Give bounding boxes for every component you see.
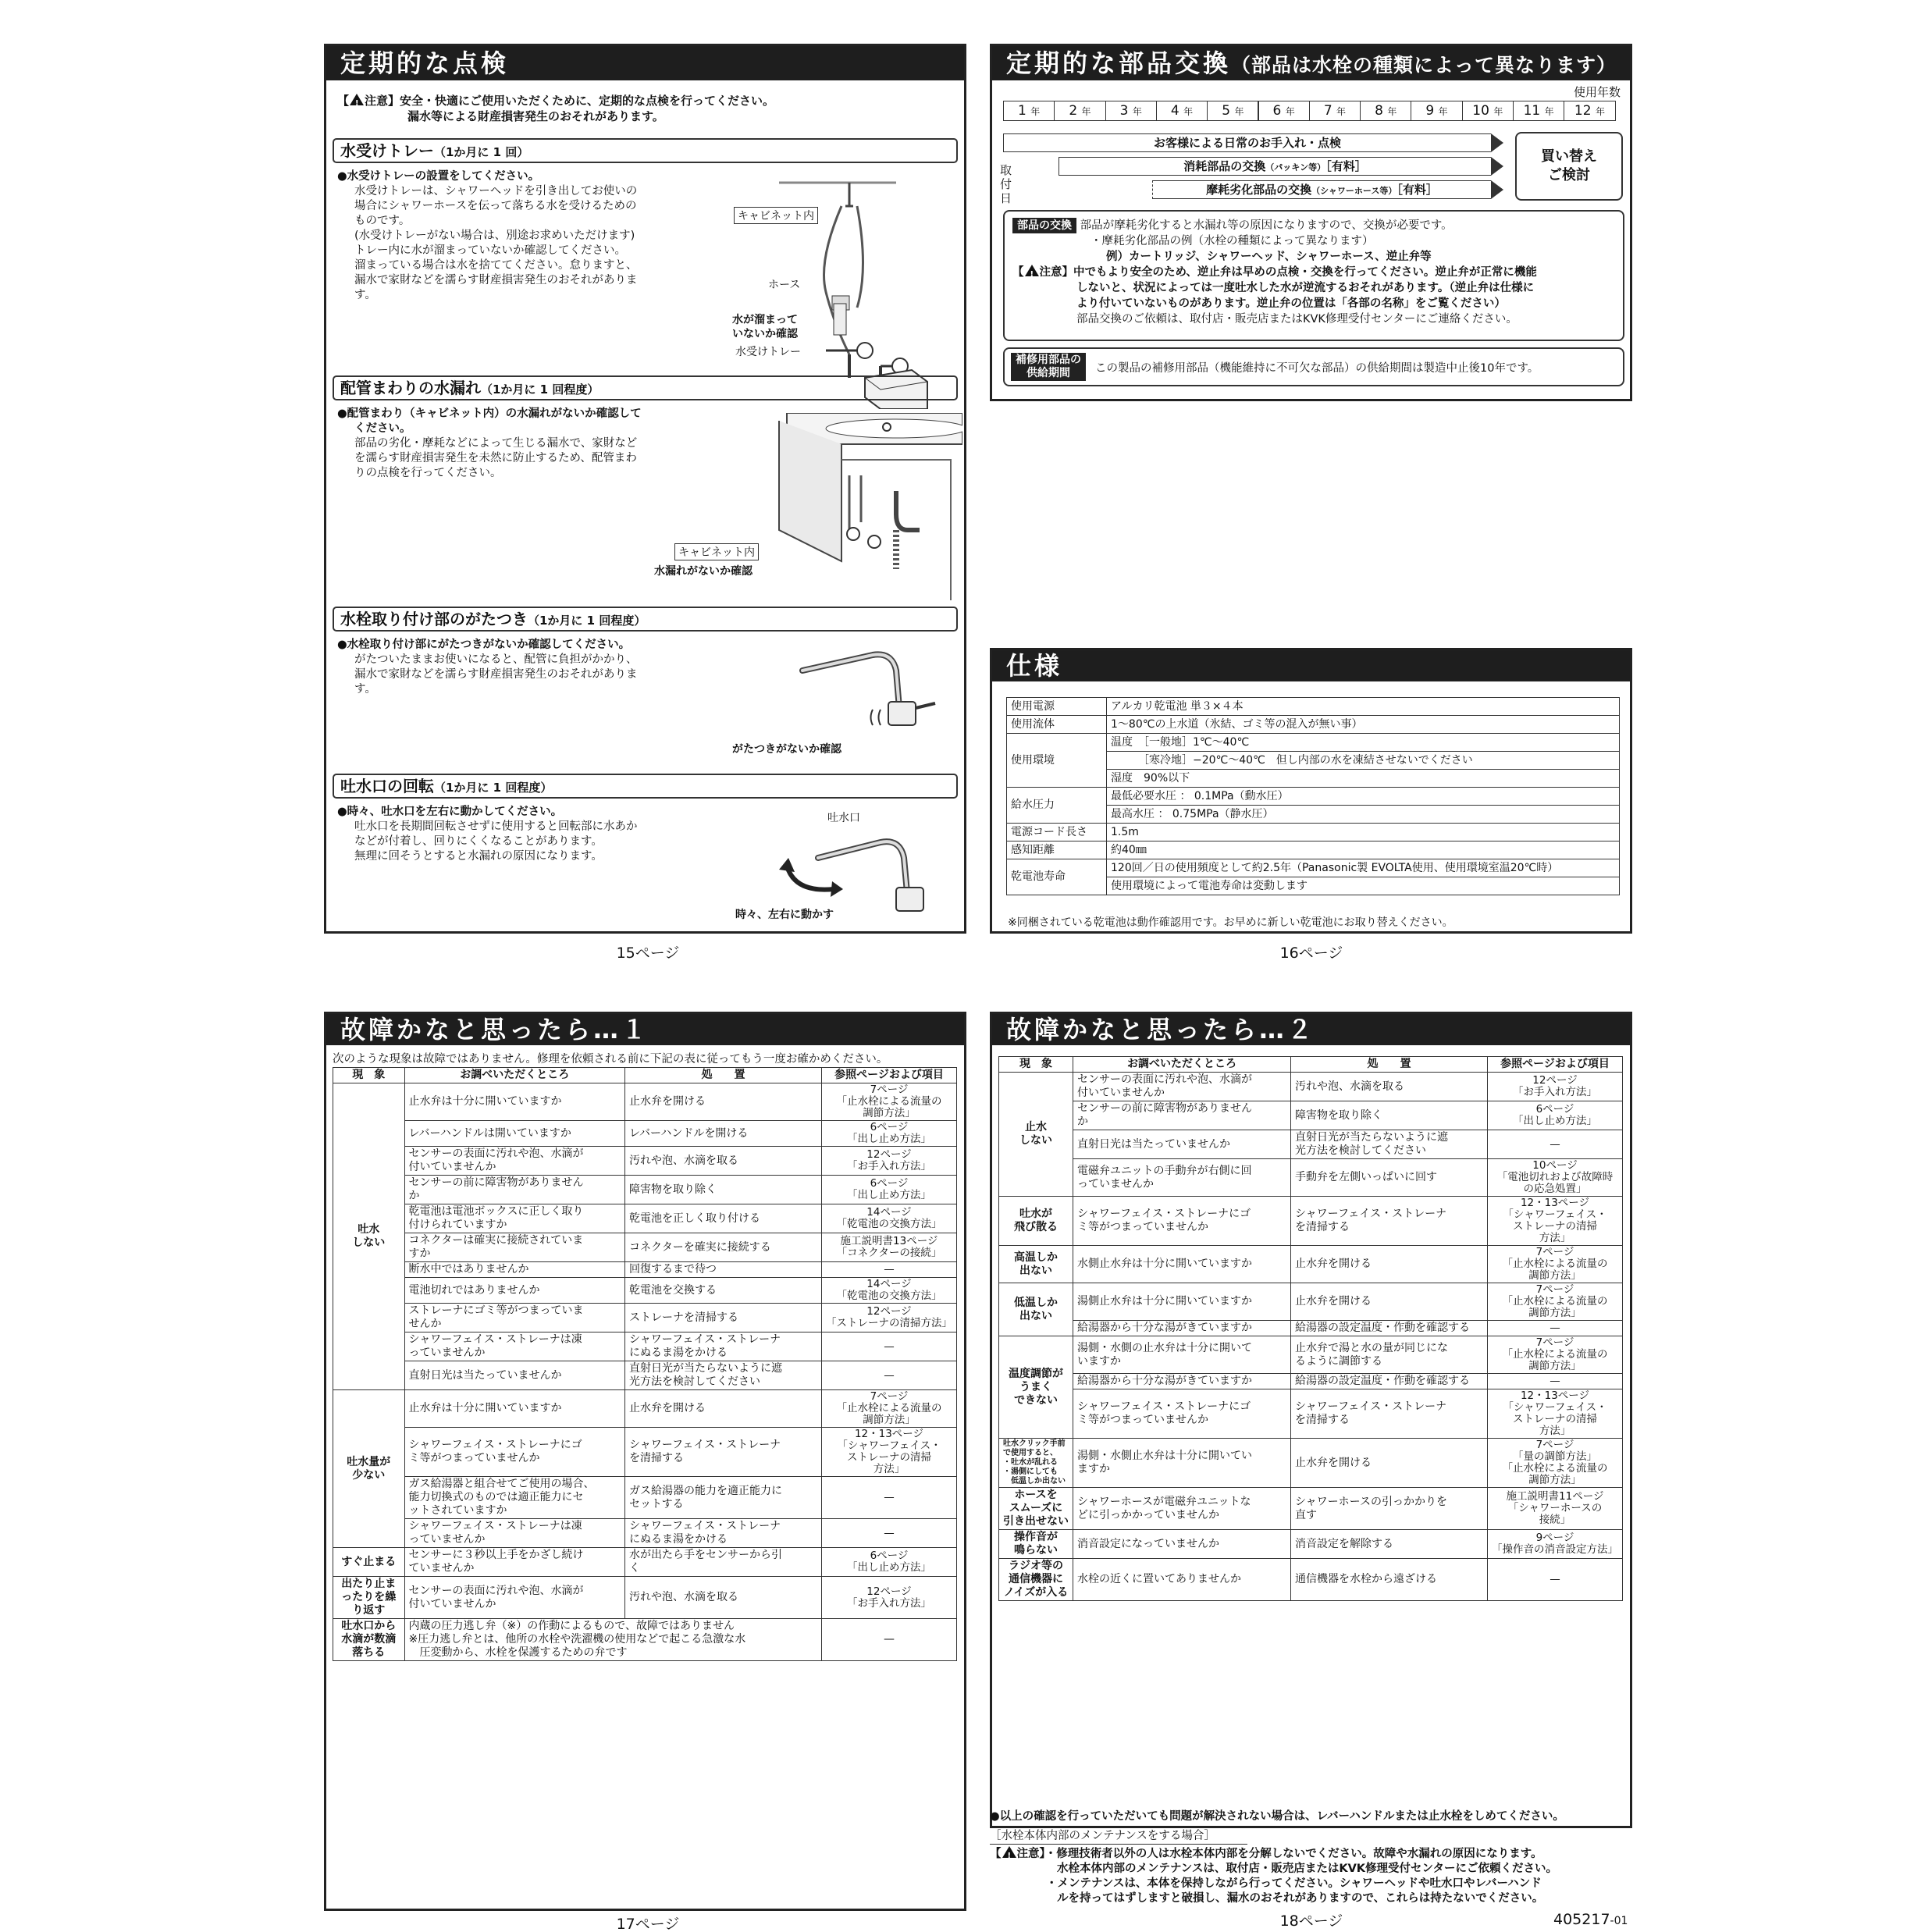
check-cell: 湯側止水弁は十分に開いていますか — [1073, 1283, 1291, 1321]
action-cell: 止水弁を開ける — [1290, 1439, 1487, 1488]
years-label: 使用年数 — [1573, 85, 1621, 99]
phenomenon-cell: 出たり止ま ったりを繰 り返す — [333, 1577, 405, 1619]
check-cell: センサーの前に障害物がありません か — [404, 1176, 624, 1204]
page-number-16: 16ページ — [1279, 945, 1343, 962]
column-header: 参照ページおよび項目 — [821, 1068, 956, 1083]
reference-cell: 9ページ 「操作音の消音設定方法」 — [1487, 1530, 1622, 1559]
action-cell: シャワーフェイス・ストレーナ を清掃する — [1290, 1197, 1487, 1246]
action-cell: 乾電池を正しく取り付ける — [625, 1204, 822, 1233]
table-row — [999, 1246, 1623, 1283]
table-row — [999, 1374, 1623, 1389]
spec-value: 最低必要水圧 ： 0.1MPa（動水圧） — [1107, 788, 1620, 806]
check-cell: 止水弁は十分に開いていますか — [404, 1390, 624, 1428]
table-row — [999, 1073, 1623, 1101]
column-header: 処 置 — [1290, 1057, 1487, 1073]
table-row — [333, 1548, 957, 1577]
action-cell: 給湯器の設定温度・作動を確認する — [1290, 1374, 1487, 1389]
action-cell: 汚れや泡、水滴を取る — [625, 1577, 822, 1619]
check-cell: シャワーフェイス・ストレーナにゴ ミ等がつまっていませんか — [1073, 1389, 1291, 1439]
spec-key: 乾電池寿命 — [1007, 859, 1107, 895]
spec-value: 湿度 90%以下 — [1107, 770, 1620, 788]
page-17-panel — [324, 1012, 966, 1911]
water-check-label: 水が溜まって いないか確認 — [732, 314, 798, 340]
check-cell: 湯側・水側止水弁は十分に開いてい ますか — [1073, 1439, 1291, 1488]
spec-value: 1.5m — [1107, 824, 1620, 841]
reference-cell: 6ページ 「出し止め方法」 — [821, 1121, 956, 1147]
reference-cell: 14ページ 「乾電池の交換方法」 — [821, 1278, 956, 1304]
action-cell: 水が出たら手をセンサーから引 く — [625, 1548, 822, 1577]
phenomenon-cell: 吐水 しない — [333, 1083, 405, 1390]
column-header: 処 置 — [625, 1068, 822, 1083]
year-cell: 8 年 — [1360, 101, 1411, 121]
table-row — [333, 1083, 957, 1121]
year-cell: 2 年 — [1054, 101, 1105, 121]
spec-value: 温度 ［一般地］1℃～40℃ — [1107, 734, 1620, 752]
spec-row — [1007, 698, 1620, 716]
column-header: お調べいただくところ — [404, 1068, 624, 1083]
section-pipe-leak: 配管まわりの水漏れ（1か月に 1 回程度） — [333, 375, 958, 400]
action-cell: 通信機器を水栓から遠ざける — [1290, 1559, 1487, 1601]
parts-exchange-box: 部品の交換 部品が摩耗劣化すると水漏れ等の原因になりますので、交換が必要です。 ・摩耗劣化部品の例（水栓の種類によって異なります） 例）カートリッジ、シャワーヘッド、シャワーホース、逆止弁等 【! 注意】中でもより安全のため、逆止弁は早めの点検・交換を行ってください。逆止弁が正常に機能 しないと、状況によっては一度吐水した水が逆流するおそれがあります。（逆止弁は仕様に より付いていないものがあります。逆止弁の位置は「各部の名称」をご覧ください） 部品交換のご依頼は、取付店・販売店またはKVK修理受付センターにご連絡ください。 — [1003, 210, 1624, 341]
action-cell: 消音設定を解除する — [1290, 1530, 1487, 1559]
table-row — [333, 1262, 957, 1278]
reference-cell: — — [821, 1262, 956, 1278]
table-row — [999, 1336, 1623, 1374]
section-water-tray: 水受けトレー（1か月に 1 回） — [333, 138, 958, 163]
table-row — [999, 1559, 1623, 1601]
faucet-wobble-illustration — [795, 647, 959, 733]
check-cell: 乾電池は電池ボックスに正しく取り 付けられていますか — [404, 1204, 624, 1233]
tray-label: 水受けトレー — [735, 346, 801, 358]
page-number-18: 18ページ — [1279, 1912, 1343, 1930]
reference-cell: 12ページ 「ストレーナの清掃方法」 — [821, 1304, 956, 1332]
spec-note: ※同梱されている乾電池は動作確認用です。お早めに新しい乾電池にお取り替えください。 — [1008, 916, 1453, 929]
reference-cell: 7ページ 「止水栓による流量の 調節方法」 — [821, 1390, 956, 1428]
leak-check-label: 水漏れがないか確認 — [654, 565, 753, 578]
warning-icon — [1002, 1846, 1016, 1858]
column-header: 現 象 — [333, 1068, 405, 1083]
action-cell: 止水弁を開ける — [625, 1390, 822, 1428]
supply-tag: 補修用部品の 供給期間 — [1011, 353, 1086, 381]
wobble-check-label: がたつきがないか確認 — [732, 743, 841, 756]
reference-cell: 施工説明書11ページ 「シャワーホースの 接続」 — [1487, 1488, 1622, 1530]
spec-value: アルカリ乾電池 単３×４本 — [1107, 698, 1620, 716]
section-water-tray-body: ●水受けトレーの設置をしてください。 水受けトレーは、シャワーヘッドを引き出してお使いの 場合にシャワーホースを伝って落ちる水を受けるための ものです。 (水受けトレーがない場合は、別途お求めいただけます) トレー内に水が溜まっていないか確認してください。 溜まっている場合は水を捨ててください。怠りますと、 漏水で家財などを濡らす財産損害発生のおそれがありま す。 — [337, 170, 638, 301]
reference-cell: 10ページ 「電池切れおよび故障時 の応急処置」 — [1487, 1159, 1622, 1197]
reference-cell: 6ページ 「出し止め方法」 — [821, 1548, 956, 1577]
year-cell: 11 年 — [1513, 101, 1564, 121]
spec-value: 使用環境によって電池寿命は変動します — [1107, 877, 1620, 895]
table-row — [333, 1577, 957, 1619]
reference-cell: 12・13ページ 「シャワーフェイス・ ストレーナの清掃 方法」 — [1487, 1389, 1622, 1439]
spec-row — [1007, 859, 1620, 877]
reference-cell: 7ページ 「止水栓による流量の 調節方法」 — [1487, 1283, 1622, 1321]
phenomenon-cell: 吐水口から 水滴が数滴 落ちる — [333, 1619, 405, 1661]
action-cell: ガス給湯器の能力を適正能力に セットする — [625, 1477, 822, 1519]
table-row — [999, 1197, 1623, 1246]
phenomenon-cell: 吐水クリック手前 で使用すると、 ・吐水が乱れる ・湯側にしても 低温しか出ない — [999, 1439, 1073, 1488]
replacement-box: 買い替え ご検討 — [1515, 132, 1623, 201]
reference-cell: 7ページ 「止水栓による流量の 調節方法」 — [1487, 1336, 1622, 1374]
reference-cell: 12ページ 「お手入れ方法」 — [821, 1577, 956, 1619]
consumable-arrow: 消耗部品の交換（パッキン等）［有料］ — [1059, 157, 1491, 176]
action-cell: 手動弁を左側いっぱいに回す — [1290, 1159, 1487, 1197]
action-cell: 回復するまで待つ — [625, 1262, 822, 1278]
spout-rotation-illustration — [771, 827, 959, 913]
table-row — [333, 1428, 957, 1477]
daily-care-arrow: お客様による日常のお手入れ・点検 — [1003, 133, 1491, 152]
reference-cell: — — [1487, 1559, 1622, 1601]
spec-key: 使用流体 — [1007, 716, 1107, 734]
action-cell: シャワーフェイス・ストレーナ にぬるま湯をかける — [625, 1332, 822, 1361]
check-cell: シャワーフェイス・ストレーナにゴ ミ等がつまっていませんか — [404, 1428, 624, 1477]
column-header: 現 象 — [999, 1057, 1073, 1073]
check-cell: 水側止水弁は十分に開いていますか — [1073, 1246, 1291, 1283]
phenomenon-cell: 止水 しない — [999, 1073, 1073, 1197]
table-row — [999, 1283, 1623, 1321]
table-row — [999, 1101, 1623, 1130]
reference-cell: 14ページ 「乾電池の交換方法」 — [821, 1204, 956, 1233]
table-row — [333, 1147, 957, 1176]
year-cell: 9 年 — [1411, 101, 1462, 121]
spec-table — [1006, 697, 1620, 895]
table-row — [333, 1332, 957, 1361]
section-faucet-wobble-body: ●水栓取り付け部にがたつきがないか確認してください。 がたついたままお使いになると、配管に負担がかかり、 漏水で家財などを濡らす財産損害発生のおそれがありま す。 — [337, 639, 638, 696]
table-row — [999, 1488, 1623, 1530]
p18-footer: ●以上の確認を行っていただいても問題が解決されない場合は、レバーハンドルまたは止水栓をしめてください。 ［水栓本体内部のメンテナンスをする場合］ 【! 注意】・修理技術者以外の人は水栓本体内部を分解しないでください。故障や水漏れの原因になります。 水栓本体内部のメンテナンスは、取付店・販売店またはKVK修理受付センターにご依頼ください。 ・メンテナンスは、本体を保持しながら行ってください。シャワーヘッドや吐水口やレバーハンド ルを持ってはずしますと破損し、漏水のおそれがありますので、これらは持たないでください。 — [990, 1809, 1638, 1906]
spec-key: 感知距離 — [1007, 841, 1107, 859]
check-cell: 水栓の近くに置いてありませんか — [1073, 1559, 1291, 1601]
section-faucet-wobble: 水栓取り付け部のがたつき（1か月に 1 回程度） — [333, 607, 958, 632]
action-cell: シャワーフェイス・ストレーナ を清掃する — [1290, 1389, 1487, 1439]
reference-cell: — — [821, 1332, 956, 1361]
warning-icon — [350, 94, 364, 105]
supply-period-box: 補修用部品の 供給期間 この製品の補修用部品（機能維持に不可欠な部品）の供給期間は製造中止後10年です。 — [1003, 347, 1624, 386]
check-cell: レバーハンドルは開いていますか — [404, 1121, 624, 1147]
check-cell: ストレーナにゴミ等がつまっていま せんか — [404, 1304, 624, 1332]
spec-row — [1007, 788, 1620, 806]
page-16-spec-panel — [990, 648, 1632, 934]
p17-intro: 次のような現象は故障ではありません。修理を依頼される前に下記の表に従ってもう一度お確かめください。 — [333, 1053, 888, 1066]
phenomenon-cell: 温度調節が うまく できない — [999, 1336, 1073, 1439]
check-cell: センサーの表面に汚れや泡、水滴が 付いていませんか — [1073, 1073, 1291, 1101]
table-row — [999, 1321, 1623, 1336]
reference-cell: 7ページ 「止水栓による流量の 調節方法」 — [821, 1083, 956, 1121]
table-row — [333, 1176, 957, 1204]
reference-cell: — — [821, 1519, 956, 1548]
check-cell: 止水弁は十分に開いていますか — [404, 1083, 624, 1121]
year-cell: 5 年 — [1207, 101, 1258, 121]
phenomenon-cell: 操作音が 鳴らない — [999, 1530, 1073, 1559]
page-18-title: 故障かなと思ったら…２ — [992, 1014, 1630, 1045]
section-spout-rotation: 吐水口の回転（1か月に 1 回程度） — [333, 774, 958, 799]
table-row — [333, 1519, 957, 1548]
action-cell: 給湯器の設定温度・作動を確認する — [1290, 1321, 1487, 1336]
table-row — [333, 1304, 957, 1332]
page-16-parts-panel — [990, 44, 1632, 401]
spec-row — [1007, 716, 1620, 734]
action-cell: 障害物を取り除く — [625, 1176, 822, 1204]
check-cell: シャワーフェイス・ストレーナは凍 っていませんか — [404, 1332, 624, 1361]
table-row — [333, 1361, 957, 1390]
year-cell: 1 年 — [1003, 101, 1055, 121]
reference-cell: — — [1487, 1321, 1622, 1336]
check-cell: 消音設定になっていませんか — [1073, 1530, 1291, 1559]
reference-cell: — — [1487, 1374, 1622, 1389]
spout-label: 吐水口 — [827, 812, 860, 824]
spec-key: 給水圧力 — [1007, 788, 1107, 824]
troubleshoot-table-2 — [998, 1056, 1623, 1601]
phenomenon-cell: 高温しか 出ない — [999, 1246, 1073, 1283]
check-cell: 電池切れではありませんか — [404, 1278, 624, 1304]
check-cell: ガス給湯器と組合せてご使用の場合、 能力切換式のものでは適正能力にセ ットされていますか — [404, 1477, 624, 1519]
table-row — [333, 1233, 957, 1262]
table-row — [999, 1530, 1623, 1559]
reference-cell: — — [821, 1619, 956, 1661]
reference-cell: — — [821, 1361, 956, 1390]
hose-label: ホース — [768, 279, 801, 291]
page-18-panel — [990, 1012, 1632, 1828]
page-15-title: 定期的な点検 — [326, 46, 964, 80]
spec-row — [1007, 734, 1620, 752]
parts-exchange-title: 定期的な部品交換（部品は水栓の種類によって異なります） — [992, 46, 1630, 80]
action-cell: 汚れや泡、水滴を取る — [625, 1147, 822, 1176]
spec-row — [1007, 824, 1620, 841]
action-cell: 止水弁を開ける — [1290, 1283, 1487, 1321]
check-cell: 電磁弁ユニットの手動弁が右側に回 っていませんか — [1073, 1159, 1291, 1197]
section-spout-rotation-body: ●時々、吐水口を左右に動かしてください。 吐水口を長期間回転させずに使用すると回転部に水あか などが付着し、回りにくくなることがあります。 無理に回そうとすると水漏れの原因になります。 — [337, 806, 638, 863]
column-header: 参照ページおよび項目 — [1487, 1057, 1622, 1073]
phenomenon-cell: 吐水量が 少ない — [333, 1390, 405, 1548]
check-cell: 給湯器から十分な湯がきていますか — [1073, 1374, 1291, 1389]
phenomenon-cell: ラジオ等の 通信機器に ノイズが入る — [999, 1559, 1073, 1601]
wear-parts-arrow: 摩耗劣化部品の交換（シャワーホース等）［有料］ — [1152, 180, 1491, 199]
action-cell: 乾電池を交換する — [625, 1278, 822, 1304]
table-row — [333, 1477, 957, 1519]
table-row — [333, 1121, 957, 1147]
section-pipe-leak-body: ●配管まわり（キャビネット内）の水漏れがないか確認して ください。 部品の劣化・摩耗などによって生じる漏水で、家財など を濡らす財産損害発生を未然に防止するため、配管まわ りの点検を行ってください。 — [337, 407, 642, 479]
table-row — [999, 1159, 1623, 1197]
action-cell: 止水弁を開ける — [625, 1083, 822, 1121]
spec-value: 120回／日の使用頻度として約2.5年（Panasonic製 EVOLTA使用、使用環境室温20℃時） — [1107, 859, 1620, 877]
check-cell: 湯側・水側の止水弁は十分に開いて いますか — [1073, 1336, 1291, 1374]
check-cell: 断水中ではありませんか — [404, 1262, 624, 1278]
action-cell: コネクターを確実に接続する — [625, 1233, 822, 1262]
reference-cell: 7ページ 「止水栓による流量の 調節方法」 — [1487, 1246, 1622, 1283]
spec-title: 仕様 — [992, 650, 1630, 681]
check-cell: シャワーフェイス・ストレーナにゴ ミ等がつまっていませんか — [1073, 1197, 1291, 1246]
table-row — [333, 1204, 957, 1233]
check-cell: 給湯器から十分な湯がきていますか — [1073, 1321, 1291, 1336]
table-row — [999, 1389, 1623, 1439]
cabinet-label-2: キャビネット内 — [674, 543, 759, 560]
spec-value: 約40㎜ — [1107, 841, 1620, 859]
reference-cell: 12ページ 「お手入れ方法」 — [1487, 1073, 1622, 1101]
check-cell: センサーの表面に汚れや泡、水滴が 付いていませんか — [404, 1577, 624, 1619]
action-cell: 止水弁で湯と水の量が同じにな るように調節する — [1290, 1336, 1487, 1374]
table-row — [999, 1439, 1623, 1488]
check-cell: コネクターは確実に接続されていま すか — [404, 1233, 624, 1262]
action-cell: 汚れや泡、水滴を取る — [1290, 1073, 1487, 1101]
action-cell: レバーハンドルを開ける — [625, 1121, 822, 1147]
reference-cell: 6ページ 「出し止め方法」 — [821, 1176, 956, 1204]
reference-cell: 12・13ページ 「シャワーフェイス・ ストレーナの清掃 方法」 — [821, 1428, 956, 1477]
phenomenon-cell: 吐水が 飛び散る — [999, 1197, 1073, 1246]
reference-cell: 12ページ 「お手入れ方法」 — [821, 1147, 956, 1176]
water-tray-illustration — [732, 167, 966, 409]
document-number: 405217-01 — [1553, 1911, 1628, 1928]
spec-row — [1007, 841, 1620, 859]
check-cell: センサーの表面に汚れや泡、水滴が 付いていませんか — [404, 1147, 624, 1176]
reference-cell: 施工説明書13ページ 「コネクターの接続」 — [821, 1233, 956, 1262]
spec-value: ［寒冷地］−20℃～40℃ 但し内部の水を凍結させないでください — [1107, 752, 1620, 770]
reference-cell: — — [821, 1477, 956, 1519]
action-cell: 直射日光が当たらないように遮 光方法を検討してください — [1290, 1130, 1487, 1159]
page-number-15: 15ページ — [616, 945, 680, 962]
p15-caution: 【! 注意】安全・快適にご使用いただくために、定期的な点検を行ってください。 漏水等による財産損害発生のおそれがあります。 — [337, 93, 774, 124]
action-cell: シャワーホースの引っかかりを 直す — [1290, 1488, 1487, 1530]
move-label: 時々、左右に動かす — [735, 909, 834, 921]
table-row — [333, 1278, 957, 1304]
reference-cell: 12・13ページ 「シャワーフェイス・ ストレーナの清掃 方法」 — [1487, 1197, 1622, 1246]
spec-key: 使用環境 — [1007, 734, 1107, 788]
page-number-17: 17ページ — [616, 1916, 680, 1932]
action-cell: 障害物を取り除く — [1290, 1101, 1487, 1130]
spec-value: 1～80℃の上水道（氷結、ゴミ等の混入が無い事） — [1107, 716, 1620, 734]
check-cell: センサーの前に障害物がありません か — [1073, 1101, 1291, 1130]
cabinet-label-1: キャビネット内 — [734, 207, 818, 224]
phenomenon-cell: すぐ止まる — [333, 1548, 405, 1577]
action-cell: 直射日光が当たらないように遮 光方法を検討してください — [625, 1361, 822, 1390]
check-cell: 直射日光は当たっていませんか — [404, 1361, 624, 1390]
reference-cell: 7ページ 「量の調節方法」 「止水栓による流量の 調節方法」 — [1487, 1439, 1622, 1488]
troubleshoot-table-1 — [333, 1067, 957, 1661]
spec-key: 電源コード長さ — [1007, 824, 1107, 841]
reference-cell: — — [1487, 1130, 1622, 1159]
reference-cell: 6ページ 「出し止め方法」 — [1487, 1101, 1622, 1130]
check-cell: センサーに３秒以上手をかざし続け ていませんか — [404, 1548, 624, 1577]
page-15-panel — [324, 44, 966, 934]
page-17-title: 故障かなと思ったら…１ — [326, 1014, 964, 1045]
action-cell: 止水弁を開ける — [1290, 1246, 1487, 1283]
check-cell: 直射日光は当たっていませんか — [1073, 1130, 1291, 1159]
install-date-label: 取付日 — [1000, 163, 1012, 205]
year-cell: 7 年 — [1309, 101, 1361, 121]
table-row — [999, 1130, 1623, 1159]
warning-icon — [1025, 265, 1039, 276]
action-cell: シャワーフェイス・ストレーナ にぬるま湯をかける — [625, 1519, 822, 1548]
phenomenon-cell: ホースを スムーズに 引き出せない — [999, 1488, 1073, 1530]
year-cell: 12 年 — [1564, 101, 1615, 121]
table-row — [333, 1390, 957, 1428]
table-row — [333, 1619, 957, 1661]
spec-key: 使用電源 — [1007, 698, 1107, 716]
check-cell: シャワーフェイス・ストレーナは凍 っていませんか — [404, 1519, 624, 1548]
phenomenon-cell: 低温しか 出ない — [999, 1283, 1073, 1336]
year-cell: 6 年 — [1258, 101, 1310, 121]
year-cell: 3 年 — [1105, 101, 1157, 121]
spec-value: 最高水圧 ： 0.75MPa（静水圧） — [1107, 806, 1620, 824]
year-cell: 4 年 — [1156, 101, 1208, 121]
note-cell: 内蔵の圧力逃し弁（※）の作動によるもので、故障ではありません ※圧力逃し弁とは、他所の水栓や洗濯機の使用などで起こる急激な水 圧変動から、水栓を保護するための弁です — [404, 1619, 821, 1661]
column-header: お調べいただくところ — [1073, 1057, 1291, 1073]
check-cell: シャワーホースが電磁弁ユニットな どに引っかかっていませんか — [1073, 1488, 1291, 1530]
year-cell: 10 年 — [1462, 101, 1514, 121]
parts-tag: 部品の交換 — [1012, 218, 1076, 233]
action-cell: シャワーフェイス・ストレーナ を清掃する — [625, 1428, 822, 1477]
action-cell: ストレーナを清掃する — [625, 1304, 822, 1332]
